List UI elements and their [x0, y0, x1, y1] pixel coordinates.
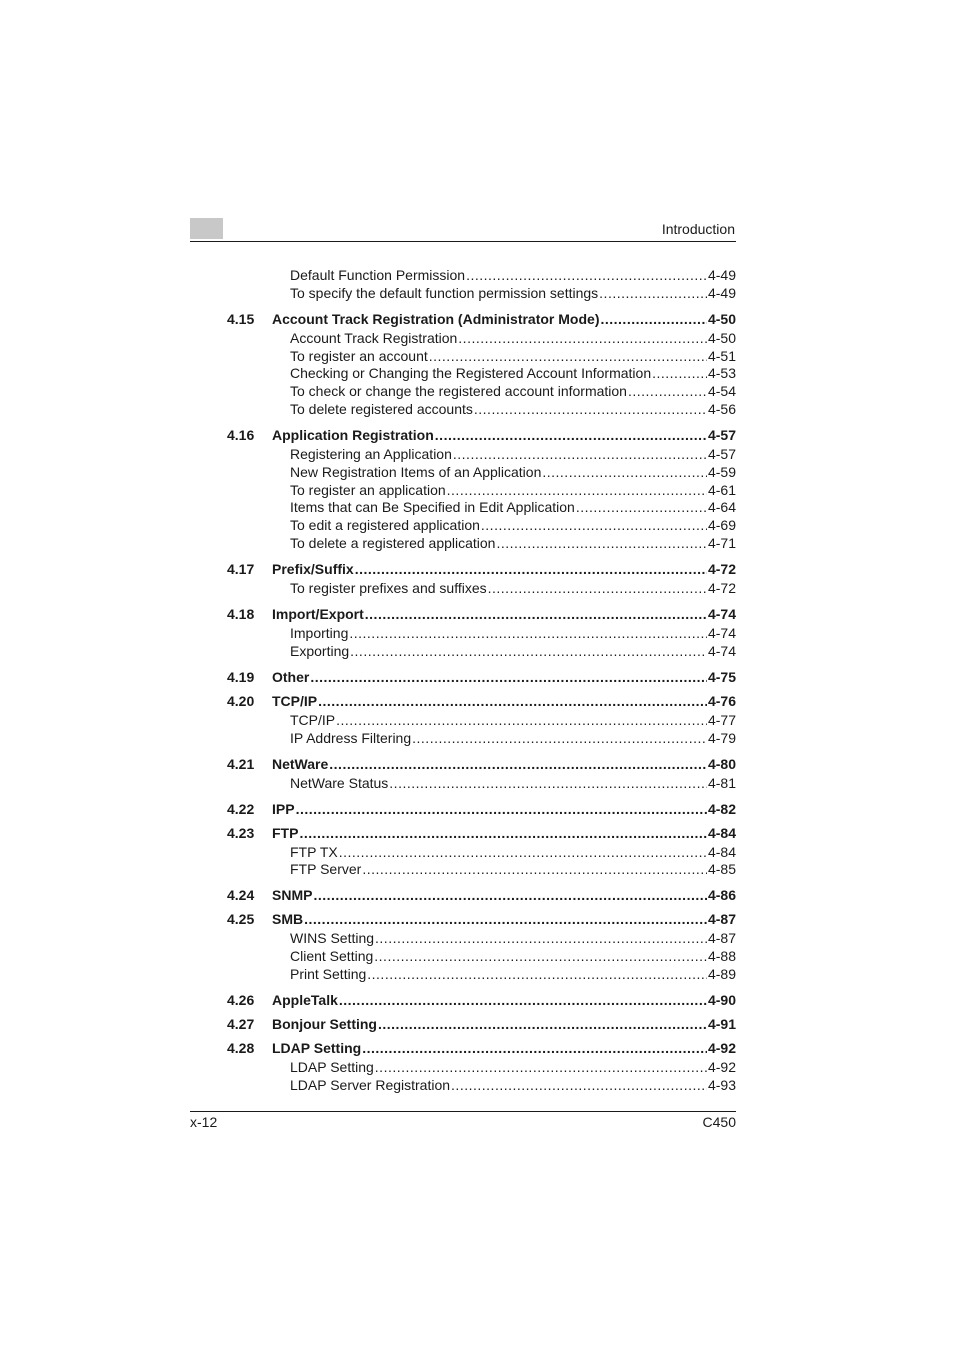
toc-page-ref: 4-86: [707, 887, 736, 903]
toc-entry-row: [0, 1058, 954, 1076]
toc-leader-dots: [652, 364, 707, 382]
toc-leader-dots: [453, 445, 707, 463]
toc-page-ref: 4-64: [707, 499, 736, 515]
toc-page-ref: 4-84: [707, 844, 736, 860]
toc-entry-link[interactable]: [290, 364, 736, 382]
toc-entry-label: To register an application: [290, 482, 446, 498]
toc-page-ref: 4-72: [707, 561, 736, 577]
toc-page-ref: 4-75: [707, 669, 736, 685]
toc-leader-dots: [412, 729, 707, 747]
toc-entry-link[interactable]: [290, 947, 736, 965]
toc-entry-row: [0, 579, 954, 597]
toc-leader-dots: [429, 347, 707, 365]
toc-entry-row: [0, 642, 954, 660]
toc-entry-link[interactable]: [290, 347, 736, 365]
toc-entry-link[interactable]: [290, 481, 736, 499]
toc-page-ref: 4-71: [707, 535, 736, 551]
toc-section-row: [0, 1015, 954, 1033]
toc-entry-link[interactable]: [290, 860, 736, 878]
toc-entry-link[interactable]: [290, 843, 736, 861]
toc-entry-label: To specify the default function permission settings: [290, 285, 599, 301]
toc-entry-link[interactable]: [290, 445, 736, 463]
toc-leader-dots: [318, 692, 707, 710]
toc-leader-dots: [374, 947, 707, 965]
toc-section-number: 4.18: [227, 606, 255, 622]
page-number: x-12: [190, 1114, 218, 1130]
toc-section-row: [0, 605, 954, 623]
toc-page-ref: 4-49: [707, 285, 736, 301]
toc-leader-dots: [451, 1076, 707, 1094]
toc-section-row: [0, 991, 954, 1009]
toc-entry-label: NetWare: [272, 756, 329, 772]
toc-page-ref: 4-84: [707, 825, 736, 841]
toc-leader-dots: [378, 1015, 707, 1033]
toc-leader-dots: [466, 266, 707, 284]
toc-entry-link[interactable]: [290, 1058, 736, 1076]
toc-entry-label: To delete registered accounts: [290, 401, 473, 417]
toc-entry-row: [0, 516, 954, 534]
toc-page-ref: 4-54: [707, 383, 736, 399]
toc-entry-link[interactable]: [272, 991, 736, 1009]
toc-entry-label: Application Registration: [272, 427, 434, 443]
toc-entry-link[interactable]: [272, 692, 736, 710]
toc-page-ref: 4-53: [707, 365, 736, 381]
toc-leader-dots: [299, 824, 707, 842]
toc-entry-link[interactable]: [290, 266, 736, 284]
toc-section-number: 4.25: [227, 911, 255, 927]
toc-page-ref: 4-74: [707, 643, 736, 659]
toc-leader-dots: [296, 800, 707, 818]
toc-entry-link[interactable]: [272, 755, 736, 773]
toc-entry-row: [0, 929, 954, 947]
toc-leader-dots: [542, 463, 707, 481]
toc-entry-row: [0, 364, 954, 382]
toc-page-ref: 4-72: [707, 580, 736, 596]
toc-section-row: [0, 755, 954, 773]
toc-entry-row: [0, 266, 954, 284]
toc-entry-row: [0, 284, 954, 302]
toc-entry-link[interactable]: [272, 1039, 736, 1057]
toc-entry-link[interactable]: [272, 1015, 736, 1033]
toc-entry-row: [0, 729, 954, 747]
toc-entry-label: To register prefixes and suffixes: [290, 580, 487, 596]
toc-page-ref: 4-93: [707, 1077, 736, 1093]
toc-page-ref: 4-56: [707, 401, 736, 417]
toc-section-row: [0, 560, 954, 578]
toc-entry-label: NetWare Status: [290, 775, 389, 791]
toc-section-row: [0, 886, 954, 904]
toc-entry-link[interactable]: [290, 1076, 736, 1094]
footer-rule: [190, 1111, 736, 1112]
toc-entry-label: New Registration Items of an Application: [290, 464, 542, 480]
toc-section-row: [0, 824, 954, 842]
toc-entry-label: TCP/IP: [290, 712, 336, 728]
toc-page-ref: 4-85: [707, 861, 736, 877]
toc-leader-dots: [576, 498, 707, 516]
toc-entry-row: [0, 965, 954, 983]
toc-entry-link[interactable]: [290, 400, 736, 418]
toc-entry-label: Print Setting: [290, 966, 367, 982]
toc-section-row: [0, 692, 954, 710]
toc-entry-link[interactable]: [290, 642, 736, 660]
toc-entry-row: [0, 445, 954, 463]
toc-entry-link[interactable]: [290, 382, 736, 400]
toc-entry-label: FTP TX: [290, 844, 338, 860]
toc-section-number: 4.28: [227, 1040, 255, 1056]
toc-entry-link[interactable]: [290, 463, 736, 481]
toc-page-ref: 4-92: [707, 1040, 736, 1056]
toc-leader-dots: [496, 534, 707, 552]
toc-page-ref: 4-50: [707, 330, 736, 346]
toc-section-row: [0, 426, 954, 444]
toc-entry-row: [0, 860, 954, 878]
toc-leader-dots: [488, 579, 707, 597]
toc-page-ref: 4-81: [707, 775, 736, 791]
toc-entry-link[interactable]: [290, 498, 736, 516]
toc-entry-link[interactable]: [290, 534, 736, 552]
toc-leader-dots: [336, 711, 707, 729]
toc-entry-link[interactable]: [290, 329, 736, 347]
toc-entry-link[interactable]: [290, 624, 736, 642]
toc-section-number: 4.21: [227, 756, 255, 772]
toc-entry-label: Prefix/Suffix: [272, 561, 354, 577]
toc-entry-label: IP Address Filtering: [290, 730, 412, 746]
toc-leader-dots: [628, 382, 707, 400]
toc-entry-link[interactable]: [290, 729, 736, 747]
toc-section-number: 4.20: [227, 693, 255, 709]
toc-page-ref: 4-87: [707, 930, 736, 946]
toc-entry-row: [0, 624, 954, 642]
toc-leader-dots: [355, 560, 707, 578]
toc-page-ref: 4-76: [707, 693, 736, 709]
toc-page-ref: 4-51: [707, 348, 736, 364]
toc-page-ref: 4-50: [707, 311, 736, 327]
toc-page-ref: 4-57: [707, 446, 736, 462]
toc-page-ref: 4-77: [707, 712, 736, 728]
toc-entry-link[interactable]: [290, 284, 736, 302]
toc-entry-label: Client Setting: [290, 948, 374, 964]
toc-leader-dots: [375, 929, 707, 947]
toc-leader-dots: [447, 481, 707, 499]
toc-entry-link[interactable]: [290, 516, 736, 534]
toc-leader-dots: [600, 310, 706, 328]
toc-section-number: 4.26: [227, 992, 255, 1008]
toc-entry-label: FTP Server: [290, 861, 362, 877]
toc-page-ref: 4-59: [707, 464, 736, 480]
toc-leader-dots: [481, 516, 707, 534]
toc-entry-label: Checking or Changing the Registered Account Information: [290, 365, 652, 381]
toc-entry-label: WINS Setting: [290, 930, 375, 946]
toc-section-row: [0, 668, 954, 686]
toc-section-number: 4.16: [227, 427, 255, 443]
toc-entry-link[interactable]: [272, 668, 736, 686]
toc-page-ref: 4-89: [707, 966, 736, 982]
toc-section-row: [0, 310, 954, 328]
toc-entry-link[interactable]: [290, 711, 736, 729]
toc-entry-label: Other: [272, 669, 310, 685]
toc-page-ref: 4-69: [707, 517, 736, 533]
toc-entry-label: To edit a registered application: [290, 517, 480, 533]
toc-section-number: 4.22: [227, 801, 255, 817]
toc-leader-dots: [350, 642, 707, 660]
toc-entry-row: [0, 534, 954, 552]
toc-page-ref: 4-82: [707, 801, 736, 817]
toc-section-number: 4.23: [227, 825, 255, 841]
toc-leader-dots: [339, 843, 707, 861]
toc-leader-dots: [365, 605, 707, 623]
toc-entry-row: [0, 347, 954, 365]
toc-entry-link[interactable]: [272, 910, 736, 928]
toc-entry-label: AppleTalk: [272, 992, 338, 1008]
toc-entry-row: [0, 481, 954, 499]
toc-entry-label: To delete a registered application: [290, 535, 496, 551]
toc-page-ref: 4-88: [707, 948, 736, 964]
toc-leader-dots: [362, 860, 707, 878]
toc-page-ref: 4-74: [707, 606, 736, 622]
toc-entry-label: LDAP Setting: [290, 1059, 374, 1075]
toc-section-row: [0, 910, 954, 928]
toc-section-number: 4.27: [227, 1016, 255, 1032]
toc-page-ref: 4-92: [707, 1059, 736, 1075]
toc-entry-row: [0, 382, 954, 400]
toc-entry-label: Default Function Permission: [290, 267, 466, 283]
toc-entry-link[interactable]: [290, 579, 736, 597]
toc-section-number: 4.15: [227, 311, 255, 327]
toc-entry-row: [0, 947, 954, 965]
toc-entry-label: Account Track Registration (Administrator Mode): [272, 311, 600, 327]
toc-entry-label: IPP: [272, 801, 295, 817]
toc-entry-label: Items that can Be Specified in Edit Application: [290, 499, 575, 515]
toc-entry-link[interactable]: [272, 310, 736, 328]
toc-page-ref: 4-90: [707, 992, 736, 1008]
toc-page-ref: 4-57: [707, 427, 736, 443]
toc-leader-dots: [599, 284, 707, 302]
toc-leader-dots: [435, 426, 707, 444]
toc-entry-row: [0, 843, 954, 861]
toc-leader-dots: [367, 965, 707, 983]
toc-page-ref: 4-80: [707, 756, 736, 772]
toc-leader-dots: [329, 755, 707, 773]
toc-section-number: 4.24: [227, 887, 255, 903]
toc-page-ref: 4-87: [707, 911, 736, 927]
toc-page-ref: 4-74: [707, 625, 736, 641]
toc-section-row: [0, 1039, 954, 1057]
toc-leader-dots: [389, 774, 707, 792]
toc-leader-dots: [349, 624, 707, 642]
toc-entry-label: LDAP Server Registration: [290, 1077, 451, 1093]
toc-leader-dots: [458, 329, 707, 347]
toc-entry-label: LDAP Setting: [272, 1040, 362, 1056]
toc-entry-label: SNMP: [272, 887, 313, 903]
toc-entry-label: To register an account: [290, 348, 428, 364]
toc-entry-link[interactable]: [290, 929, 736, 947]
toc-page-ref: 4-79: [707, 730, 736, 746]
toc-entry-label: Account Track Registration: [290, 330, 458, 346]
toc-entry-link[interactable]: [272, 426, 736, 444]
toc-leader-dots: [313, 886, 707, 904]
toc-entry-row: [0, 498, 954, 516]
toc-entry-link[interactable]: [290, 774, 736, 792]
toc-page-ref: 4-61: [707, 482, 736, 498]
toc-section-number: 4.19: [227, 669, 255, 685]
toc-entry-row: [0, 774, 954, 792]
toc-section-number: 4.17: [227, 561, 255, 577]
toc-entry-label: Bonjour Setting: [272, 1016, 377, 1032]
toc-section-row: [0, 800, 954, 818]
toc-entry-label: Importing: [290, 625, 349, 641]
toc-entry-row: [0, 463, 954, 481]
toc-leader-dots: [375, 1058, 707, 1076]
toc-entry-link[interactable]: [272, 824, 736, 842]
toc-entry-row: [0, 711, 954, 729]
toc-leader-dots: [474, 400, 707, 418]
model-name: C450: [702, 1114, 736, 1130]
toc-entry-label: To check or change the registered account information: [290, 383, 627, 399]
toc-leader-dots: [310, 668, 707, 686]
toc-entry-link[interactable]: [290, 965, 736, 983]
toc-entry-row: [0, 400, 954, 418]
toc-entry-row: [0, 1076, 954, 1094]
toc-page-ref: 4-91: [707, 1016, 736, 1032]
toc-entry-label: Import/Export: [272, 606, 364, 622]
toc-entry-label: FTP: [272, 825, 299, 841]
toc-entry-label: Exporting: [290, 643, 350, 659]
toc-page-ref: 4-49: [707, 267, 736, 283]
toc-entry-link[interactable]: [272, 886, 736, 904]
toc-entry-link[interactable]: [272, 560, 736, 578]
running-header-title: Introduction: [661, 221, 735, 237]
toc-leader-dots: [304, 910, 707, 928]
toc-entry-row: [0, 329, 954, 347]
toc-entry-label: SMB: [272, 911, 304, 927]
toc-entry-link[interactable]: [272, 605, 736, 623]
toc-entry-label: TCP/IP: [272, 693, 318, 709]
toc-entry-label: Registering an Application: [290, 446, 452, 462]
toc-leader-dots: [362, 1039, 707, 1057]
toc-leader-dots: [339, 991, 707, 1009]
toc-entry-link[interactable]: [272, 800, 736, 818]
